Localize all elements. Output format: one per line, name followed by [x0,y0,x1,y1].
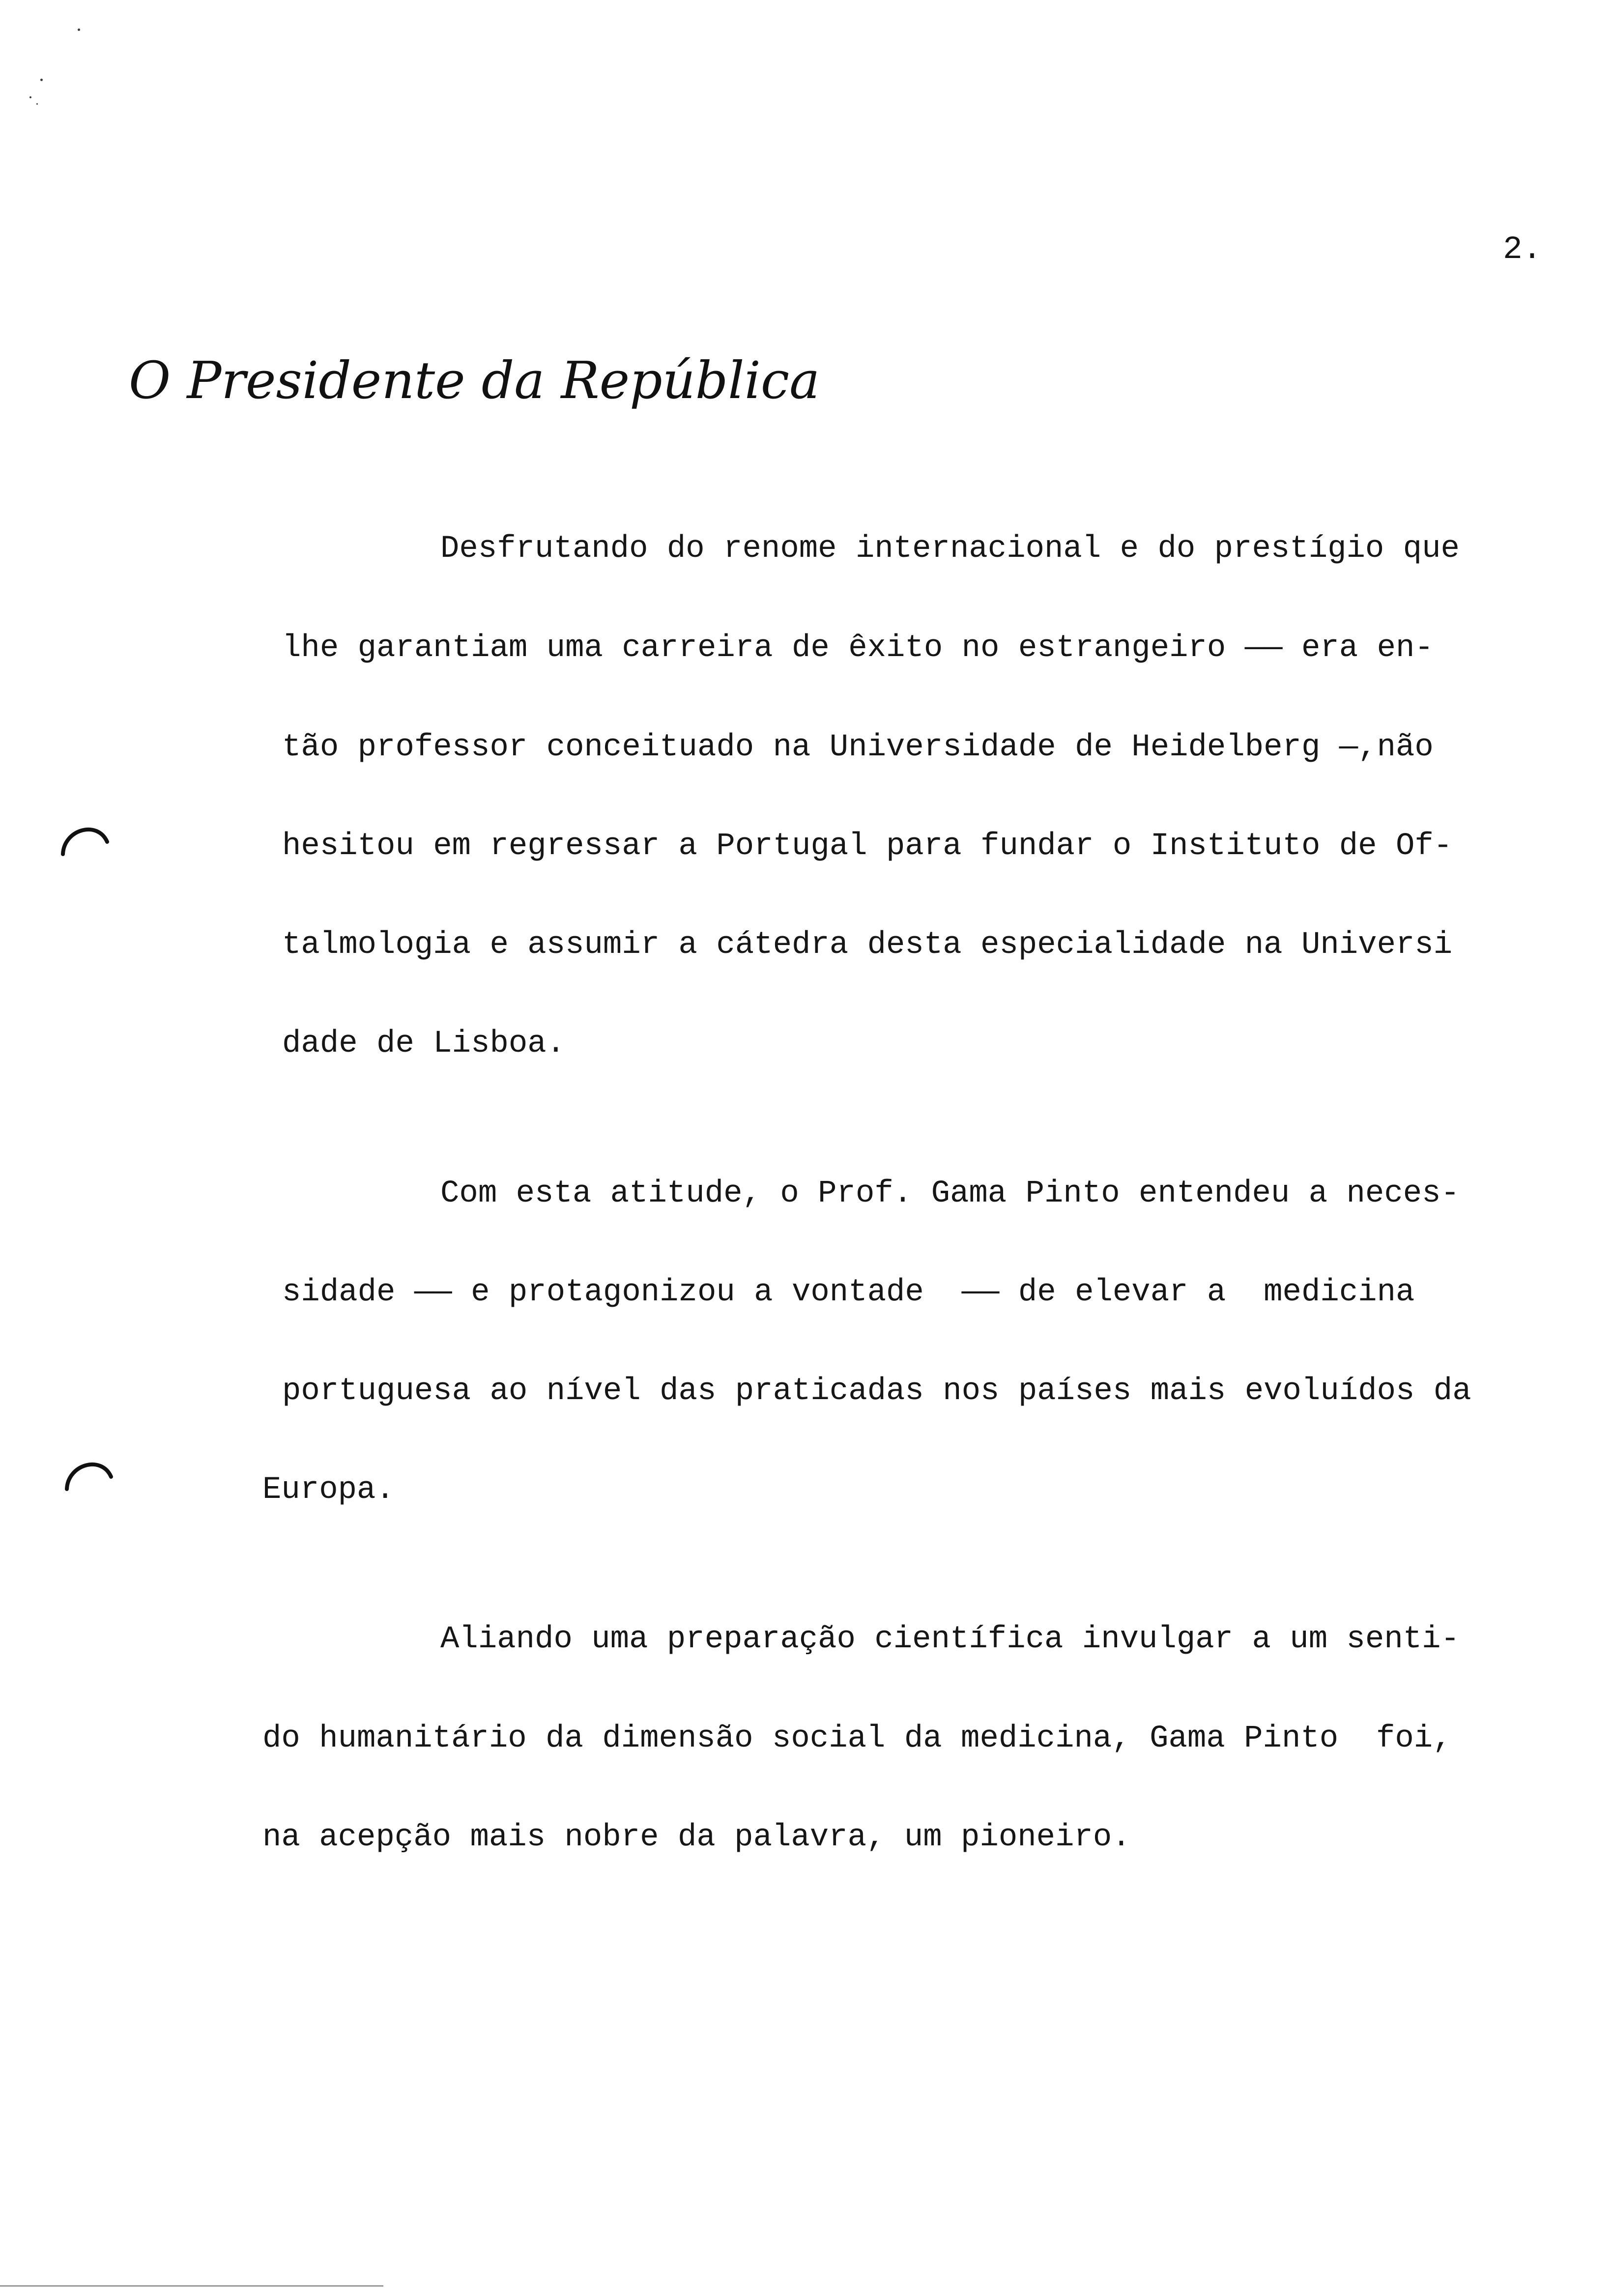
paragraph-1-line-5: talmologia e assumir a cátedra desta especialidade na Universi [282,927,1453,963]
paragraph-1-line-2: lhe garantiam uma carreira de êxito no estrangeiro —— era en- [282,631,1434,666]
bottom-edge-rule [0,2285,383,2287]
paragraph-2-line-3: portuguesa ao nível das praticadas nos países mais evoluídos da [282,1374,1471,1409]
paragraph-2-line-4: Europa. [262,1472,395,1508]
paragraph-1-line-3: tão professor conceituado na Universidade de Heidelberg —,não [282,730,1434,765]
paragraph-1-line-1: Desfrutando do renome internacional e do prestígio que [440,531,1460,567]
punch-mark-upper [58,820,112,859]
paragraph-3-line-1: Aliando uma preparação científica invulgar a um senti- [440,1622,1460,1657]
paragraph-2-line-2: sidade —— e protagonizou a vontade —— de elevar a medicina [282,1275,1415,1310]
paragraph-3-line-2: do humanitário da dimensão social da medicina, Gama Pinto foi, [262,1721,1452,1756]
letterhead-script [129,349,820,413]
paragraph-1-line-6: dade de Lisboa. [282,1026,566,1062]
paragraph-2-line-1: Com esta atitude, o Prof. Gama Pinto entendeu a neces- [440,1176,1460,1211]
paragraph-1-line-4: hesitou em regressar a Portugal para fundar o Instituto de Of- [282,829,1453,864]
page-number: 2. [1503,231,1542,268]
punch-mark-lower [62,1455,116,1494]
letterhead-text: O Presidente da República [129,350,820,410]
paragraph-3-line-3: na acepção mais nobre da palavra, um pioneiro. [262,1820,1131,1855]
